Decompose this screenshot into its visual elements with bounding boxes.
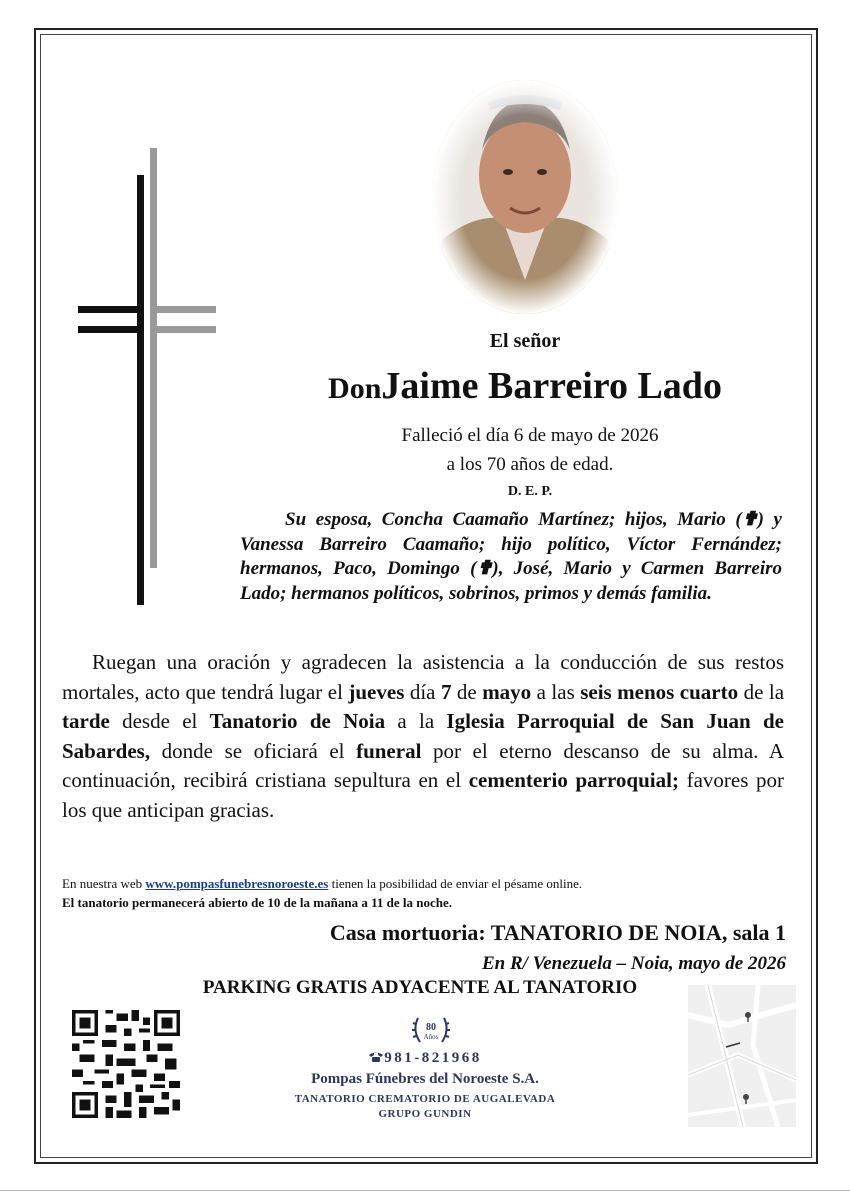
anniversary-logo-icon (410, 1012, 452, 1048)
website-link[interactable]: www.pompasfunebresnoroeste.es (145, 876, 329, 891)
age-at-death: a los 70 años de edad. (446, 454, 614, 475)
web-note: En nuestra web www.pompasfunebresnoroeste.es tienen la posibilidad de enviar el pésame online. El tanatorio permanecerá abierto de 10 de la mañana a 11 de la noche. (62, 874, 784, 912)
funeral-home-room: Casa mortuoria: TANATORIO DE NOIA, sala 1 (329, 920, 786, 945)
title-prefix: El señor (489, 330, 561, 352)
family-list (240, 508, 782, 606)
place-date: En R/ Venezuela – Noia, mayo de 2026 (481, 953, 786, 974)
rip-text: D. E. P. (507, 484, 553, 499)
phone-icon (368, 1051, 384, 1063)
svg-text:80: 80 (426, 1022, 436, 1033)
cross-icon (70, 140, 230, 620)
parking-notice: PARKING GRATIS ADYACENTE AL TANATORIO (202, 977, 638, 998)
deceased-portrait (432, 80, 618, 314)
group-name: GRUPO GUNDIN (378, 1108, 472, 1120)
svg-text:Años: Años (423, 1033, 439, 1041)
opening-hours: El tanatorio permanecerá abierto de 10 de la mañana a 11 de la noche. (62, 895, 452, 910)
deceased-name-line (260, 364, 790, 408)
family-text: Su esposa, Concha Caamaño Martínez; hijos, Mario (✟) y Vanessa Barreiro Caamaño; hijo político, Víctor Fernández; hermanos, Paco, Domingo (✟), José, Mario y Carmen Barreiro Lado; hermanos políticos, sobrinos, primos y demás familia. (240, 509, 782, 604)
death-date: Falleció el día 6 de mayo de 2026 (401, 425, 659, 446)
crematorium-name: TANATORIO CREMATORIO DE AUGALEVADA (294, 1093, 556, 1105)
phone-number: 981-821968 (300, 1050, 550, 1067)
qr-code-icon[interactable] (72, 1010, 180, 1118)
deceased-name: Jaime Barreiro Lado (381, 365, 722, 407)
honorific: Don (328, 372, 382, 405)
company-name: Pompas Fúnebres del Noroeste S.A. (311, 1071, 539, 1087)
announcement-paragraph: Ruegan una oración y agradecen la asistencia a la conducción de sus restos mortales, acto que tendrá lugar el jueves día 7 de mayo a las seis menos cuarto de la tarde desde el Tanatorio de Noia a la Iglesia Parroquial de San Juan de Sabardes, donde se oficiará el funeral por el eterno descanso de su alma. A continuación, recibirá cristiana sepultura en el cementerio parroquial; favores por los que anticipan gracias. (62, 650, 785, 822)
page-edge-line (0, 1190, 850, 1191)
map-icon[interactable] (688, 985, 796, 1127)
